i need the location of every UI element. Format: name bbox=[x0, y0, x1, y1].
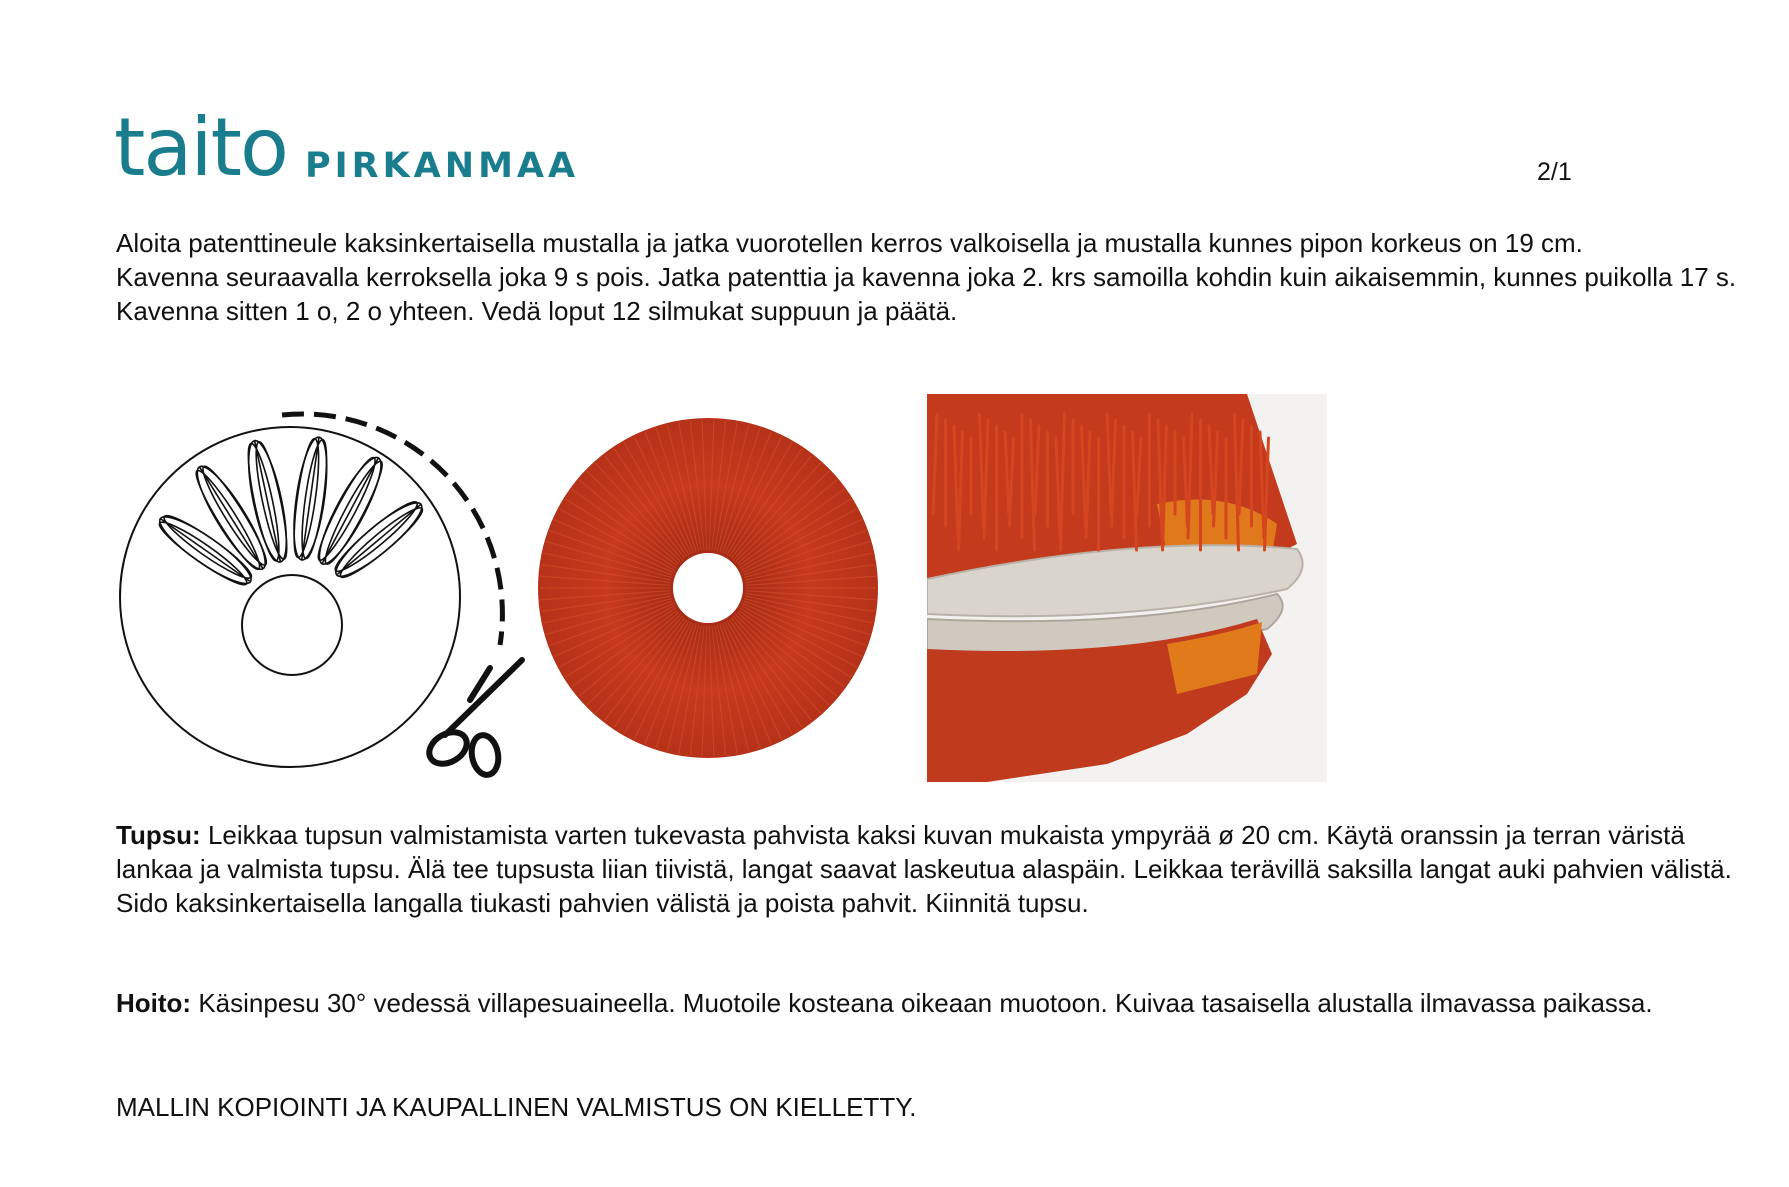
copyright-notice: MALLIN KOPIOINTI JA KAUPALLINEN VALMISTUS ON KIELLETTY. bbox=[116, 1092, 917, 1122]
logo-subtitle: PIRKANMAA bbox=[304, 146, 580, 186]
cut-guide-dashed bbox=[282, 414, 502, 645]
pompom-cut-photo bbox=[927, 394, 1327, 782]
instruction-line-1: Aloita patenttineule kaksinkertaisella mustalla ja jatka vuorotellen kerros valkoisella ja mustalla kunnes pipon korkeus on 19 cm. bbox=[116, 228, 1583, 258]
knitting-instructions bbox=[116, 226, 1756, 328]
pompom-diagram bbox=[110, 400, 530, 790]
tupsu-paragraph bbox=[116, 818, 1756, 920]
scissors-icon bbox=[424, 660, 522, 777]
tupsu-text: Leikkaa tupsun valmistamista varten tukevasta pahvista kaksi kuvan mukaista ympyrää ø 20 cm. Käytä oranssin ja terran väristä lankaa ja valmista tupsu. Älä tee tupsusta liian tiivistä, langat saavat laskeutua alaspäin. Leikkaa terävillä saksilla langat auki pahvien välistä. Sido kaksinkertaisella langalla tiukasti pahvien välistä ja poista pahvit. Kiinnitä tupsu. bbox=[116, 820, 1732, 918]
logo-wordmark: taito bbox=[114, 101, 287, 194]
ring-hole bbox=[673, 553, 743, 623]
tupsu-label: Tupsu: bbox=[116, 820, 201, 850]
outer-ring bbox=[120, 427, 460, 767]
inner-ring bbox=[242, 575, 342, 675]
page-number: 2/1 bbox=[1537, 158, 1572, 186]
taito-logo bbox=[114, 101, 580, 194]
wrapped-ring-photo bbox=[536, 396, 926, 782]
hoito-label: Hoito: bbox=[116, 988, 192, 1018]
instruction-line-2: Kavenna seuraavalla kerroksella joka 9 s pois. Jatka patenttia ja kavenna joka 2. krs samoilla kohdin kuin aikaisemmin, kunnes puikolla 17 s. Kavenna sitten 1 o, 2 o yhteen. Vedä loput 12 silmukat suppuun ja päätä. bbox=[116, 262, 1737, 326]
hoito-text: Käsinpesu 30° vedessä villapesuaineella. Muotoile kosteana oikeaan muotoon. Kuivaa tasaisella alustalla ilmavassa paikassa. bbox=[191, 988, 1653, 1018]
hoito-paragraph bbox=[116, 986, 1756, 1020]
